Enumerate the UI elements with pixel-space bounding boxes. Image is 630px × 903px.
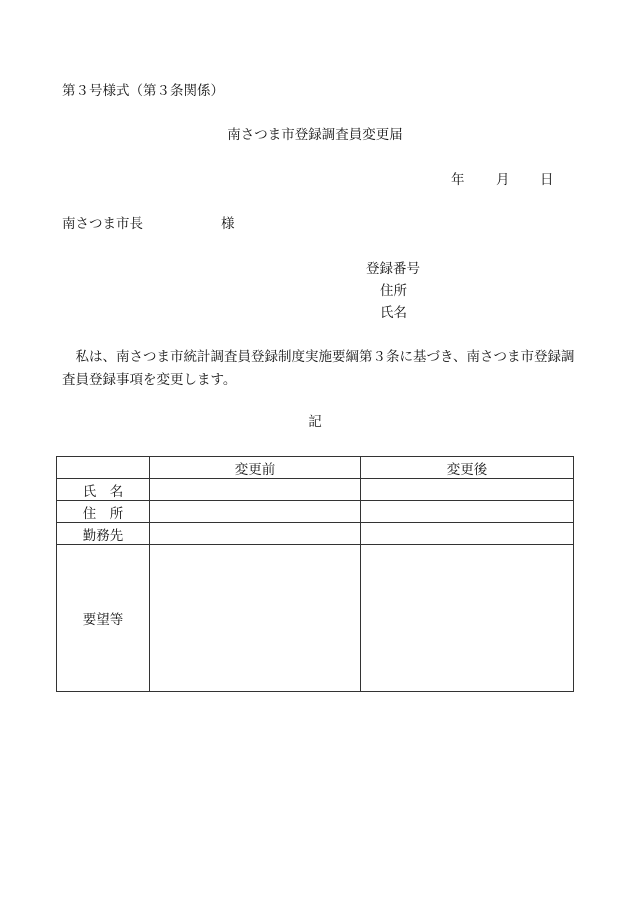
change-table: [56, 456, 574, 692]
addressee-honorific: 様: [221, 216, 235, 232]
addressee-name: 南さつま市長: [62, 216, 143, 232]
table-header-row: [57, 457, 574, 479]
note-heading: 記: [308, 414, 322, 430]
workplace-after-cell[interactable]: [361, 523, 574, 545]
table-row-address: [57, 501, 574, 523]
requests-after-cell[interactable]: [361, 545, 574, 692]
body-text: 私は、南さつま市統計調査員登録制度実施要綱第３条に基づき、南さつま市登録調査員登録事項を変更します。: [62, 349, 575, 388]
row-label-workplace: 勤務先: [57, 523, 150, 545]
date-day-label: 日: [540, 172, 554, 188]
registration-number-label: 登録番号: [366, 261, 420, 277]
row-label-address: 住 所: [57, 501, 150, 523]
row-label-requests: 要望等: [57, 545, 150, 692]
applicant-name-label: 氏名: [380, 305, 407, 321]
address-after-cell[interactable]: [361, 501, 574, 523]
form-number: 第３号様式（第３条関係）: [62, 83, 224, 99]
table-row-requests: [57, 545, 574, 692]
table-header-after: 変更後: [361, 457, 574, 479]
table-row-name: [57, 479, 574, 501]
address-before-cell[interactable]: [150, 501, 361, 523]
date-month-label: 月: [496, 172, 510, 188]
workplace-before-cell[interactable]: [150, 523, 361, 545]
requests-before-cell[interactable]: [150, 545, 361, 692]
name-before-cell[interactable]: [150, 479, 361, 501]
name-after-cell[interactable]: [361, 479, 574, 501]
table-header-blank: [57, 457, 150, 479]
row-label-name: 氏 名: [57, 479, 150, 501]
date-year-label: 年: [451, 172, 465, 188]
applicant-address-label: 住所: [380, 283, 407, 299]
table-row-workplace: [57, 523, 574, 545]
document-title: 南さつま市登録調査員変更届: [227, 127, 403, 143]
table-header-before: 変更前: [150, 457, 361, 479]
